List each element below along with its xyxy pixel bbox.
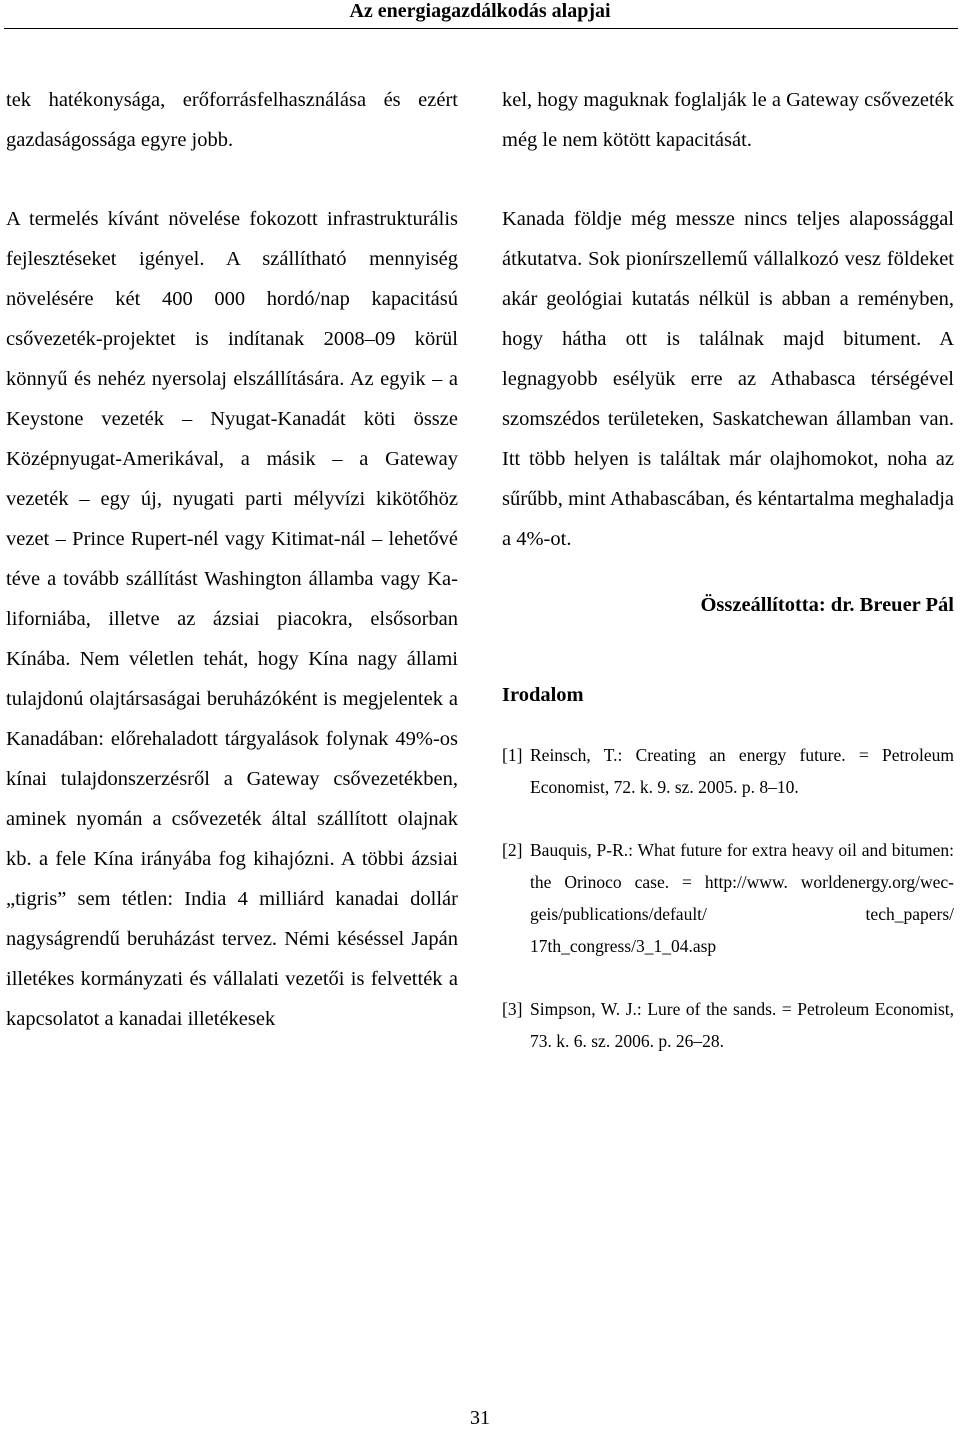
reference-item bbox=[502, 739, 954, 803]
reference-text: Reinsch, T.: Creating an energy future. = Petroleum Economist, 72. k. 9. sz. 2005. p. 8–10. bbox=[530, 745, 954, 797]
running-header bbox=[0, 0, 960, 26]
reference-list bbox=[502, 739, 954, 1057]
page-number: 31 bbox=[470, 1407, 490, 1429]
right-column bbox=[502, 80, 954, 1088]
header-title: Az energiagazdálkodás alapjai bbox=[349, 0, 611, 22]
body-paragraph: Kanada földje még messze nincs teljes alapossággal átkutatva. Sok pionírszellemű vállalkozó vesz földeket akár geológiai kutatás nélkül is abban a reményben, hogy hátha ott is találnak majd bitument. A legnagyobb esélyük erre az Athabasca térségével szomszédos területeken, Saskatchewan államban van. Itt több helyen is találtak már olajhomokot, noha az sűrűbb, mint Athabascában, és kéntartalma meghaladja a 4%-ot. bbox=[502, 208, 954, 550]
reference-text: Simpson, W. J.: Lure of the sands. = Petroleum Economist, 73. k. 6. sz. 2006. p. 26–28. bbox=[530, 999, 954, 1051]
references-heading: Irodalom bbox=[502, 684, 584, 706]
reference-number: [2] bbox=[502, 840, 523, 860]
reference-item bbox=[502, 834, 954, 962]
header-rule bbox=[4, 28, 958, 29]
reference-item bbox=[502, 993, 954, 1057]
body-paragraph: A termelés kívánt növelése fokozott infrastrukturális fejlesztéseket igényel. A szállítható mennyiség növelésére két 400 000 hordó/nap kapacitású csővezeték-projektet is indítanak 2008–09 körül könnyű és nehéz nyersolaj elszállítására. Az egyik – a Keystone vezeték – Nyugat-Kanadát köti össze Középnyugat-Amerikával, a másik – a Gateway vezeték – egy új, nyugati parti mélyvízi kikötőhöz vezet – Prince Rupert-nél vagy Kitimat-nál – lehetővé téve a tovább szállítást Washington államba vagy Kaliforniába, illetve az ázsiai piacokra, elsősorban Kínába. Nem véletlen tehát, hogy Kína nagy állami tulajdonú olajtársaságai beruházóként is megjelentek a Kanadában: előrehaladott tárgyalások folynak 49%-os kínai tulajdonszerzésről a Gateway csővezetékben, aminek nyomán a csővezeték által szállított olajnak kb. a fele Kína irányába fog kihajózni. A többi ázsiai „tigris” sem tétlen: India 4 milliárd kanadai dollár nagyságrendű beruházást tervez. Némi késéssel Japán illetékes kormányzati és vállalati vezetői is felvették a kapcsolatot a kanadai illetékesek bbox=[6, 208, 458, 1030]
body-paragraph: kel, hogy maguknak foglalják le a Gateway csővezeték még le nem kötött kapacitását. bbox=[502, 89, 954, 151]
left-column bbox=[6, 80, 458, 1039]
reference-number: [3] bbox=[502, 999, 523, 1019]
author-signature: Összeállította: dr. Breuer Pál bbox=[700, 594, 954, 616]
reference-number: [1] bbox=[502, 745, 523, 765]
reference-text: Bauquis, P-R.: What future for extra heavy oil and bitumen: the Orinoco case. = http://www. worldenergy.org/wec-geis/publications/default/ tech_papers/ 17th_congress/3_1_04.asp bbox=[530, 840, 954, 956]
body-paragraph: tek hatékonysága, erőforrásfelhasználása és ezért gazdaságossága egyre jobb. bbox=[6, 89, 458, 151]
